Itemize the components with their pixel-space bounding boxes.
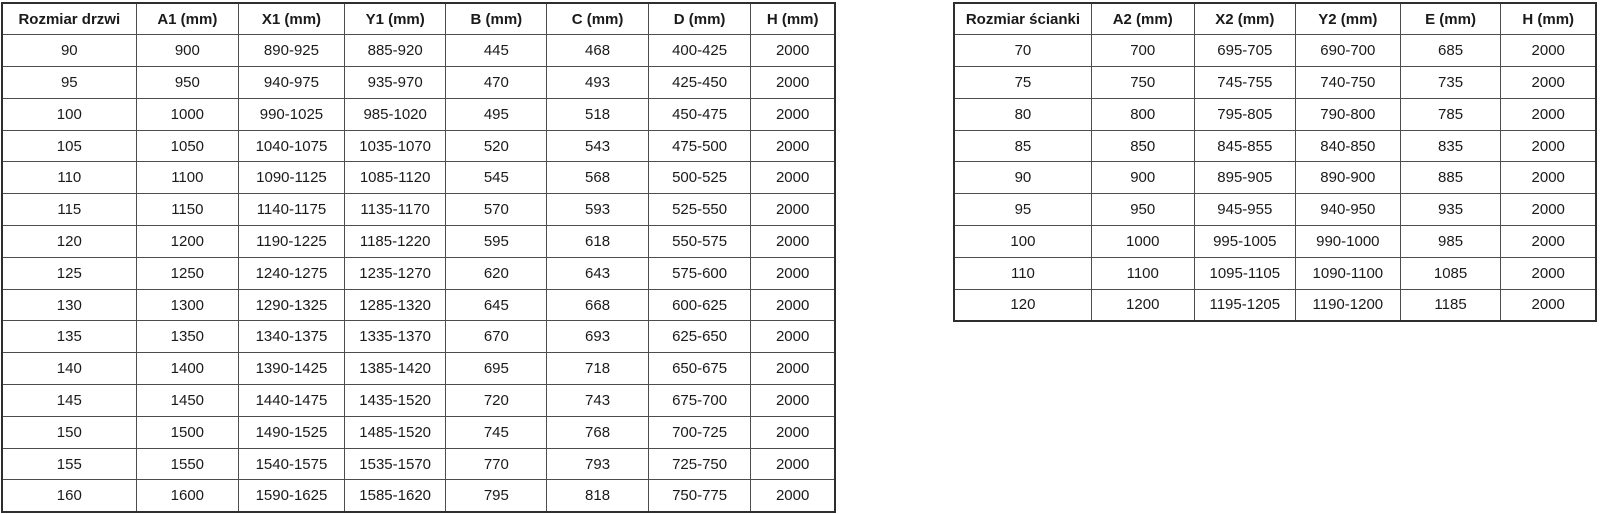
column-header: H (mm) — [1501, 3, 1596, 35]
table-cell: 1550 — [136, 448, 238, 480]
table-cell: 500-525 — [648, 162, 750, 194]
table-cell: 743 — [547, 385, 649, 417]
table-cell: 2000 — [1501, 162, 1596, 194]
table-cell: 1000 — [1091, 226, 1194, 258]
table-cell: 1485-1520 — [344, 416, 446, 448]
table-cell: 1150 — [136, 194, 238, 226]
table-cell: 1190-1200 — [1296, 289, 1401, 321]
table-cell: 940-975 — [239, 67, 345, 99]
table-cell: 470 — [446, 67, 547, 99]
table-row — [2, 194, 835, 226]
column-header: C (mm) — [547, 3, 649, 35]
table-cell: 675-700 — [648, 385, 750, 417]
table-cell: 150 — [2, 416, 136, 448]
table-cell: 475-500 — [648, 130, 750, 162]
table-cell: 1390-1425 — [239, 353, 345, 385]
table-cell: 1590-1625 — [239, 480, 345, 512]
table-cell: 155 — [2, 448, 136, 480]
table-cell: 425-450 — [648, 67, 750, 99]
table-row — [2, 98, 835, 130]
table-cell: 795-805 — [1194, 98, 1295, 130]
table-cell: 1095-1105 — [1194, 257, 1295, 289]
table-cell: 1440-1475 — [239, 385, 345, 417]
table-row — [954, 35, 1596, 67]
table-cell: 120 — [954, 289, 1091, 321]
table-cell: 1000 — [136, 98, 238, 130]
table-row — [954, 98, 1596, 130]
table-cell: 543 — [547, 130, 649, 162]
table-cell: 625-650 — [648, 321, 750, 353]
table-cell: 90 — [954, 162, 1091, 194]
table-cell: 790-800 — [1296, 98, 1401, 130]
table-cell: 720 — [446, 385, 547, 417]
table-cell: 2000 — [1501, 35, 1596, 67]
table-cell: 990-1025 — [239, 98, 345, 130]
table-cell: 1400 — [136, 353, 238, 385]
table-cell: 1195-1205 — [1194, 289, 1295, 321]
table-row — [2, 385, 835, 417]
table-cell: 1140-1175 — [239, 194, 345, 226]
table-cell: 718 — [547, 353, 649, 385]
table-cell: 2000 — [751, 289, 835, 321]
table-cell: 400-425 — [648, 35, 750, 67]
column-header: X1 (mm) — [239, 3, 345, 35]
table-cell: 145 — [2, 385, 136, 417]
column-header: Rozmiar drzwi — [2, 3, 136, 35]
table-cell: 1500 — [136, 416, 238, 448]
table-cell: 990-1000 — [1296, 226, 1401, 258]
table-cell: 1350 — [136, 321, 238, 353]
table-cell: 110 — [954, 257, 1091, 289]
table-cell: 2000 — [751, 162, 835, 194]
table-cell: 795 — [446, 480, 547, 512]
table-cell: 900 — [136, 35, 238, 67]
table-cell: 1185 — [1400, 289, 1501, 321]
table-cell: 2000 — [751, 35, 835, 67]
wall-size-table-header — [954, 3, 1596, 35]
table-cell: 1100 — [1091, 257, 1194, 289]
table-cell: 1250 — [136, 257, 238, 289]
table-cell: 1135-1170 — [344, 194, 446, 226]
table-cell: 840-850 — [1296, 130, 1401, 162]
table-cell: 160 — [2, 480, 136, 512]
column-header: H (mm) — [751, 3, 835, 35]
table-cell: 890-900 — [1296, 162, 1401, 194]
wall-size-table — [953, 2, 1597, 322]
table-cell: 850 — [1091, 130, 1194, 162]
table-row — [2, 480, 835, 512]
table-cell: 700-725 — [648, 416, 750, 448]
table-cell: 593 — [547, 194, 649, 226]
table-cell: 1600 — [136, 480, 238, 512]
table-cell: 110 — [2, 162, 136, 194]
table-cell: 1090-1125 — [239, 162, 345, 194]
table-row — [2, 226, 835, 258]
column-header: Y1 (mm) — [344, 3, 446, 35]
header-row — [954, 3, 1596, 35]
table-cell: 1435-1520 — [344, 385, 446, 417]
table-cell: 600-625 — [648, 289, 750, 321]
table-cell: 570 — [446, 194, 547, 226]
table-cell: 2000 — [751, 353, 835, 385]
table-cell: 800 — [1091, 98, 1194, 130]
table-cell: 2000 — [751, 385, 835, 417]
table-cell: 2000 — [751, 194, 835, 226]
table-cell: 140 — [2, 353, 136, 385]
table-cell: 75 — [954, 67, 1091, 99]
table-cell: 845-855 — [1194, 130, 1295, 162]
table-cell: 1235-1270 — [344, 257, 446, 289]
table-cell: 890-925 — [239, 35, 345, 67]
table-cell: 643 — [547, 257, 649, 289]
table-cell: 2000 — [1501, 130, 1596, 162]
table-cell: 2000 — [1501, 226, 1596, 258]
table-cell: 885 — [1400, 162, 1501, 194]
table-row — [2, 353, 835, 385]
table-cell: 495 — [446, 98, 547, 130]
header-row — [2, 3, 835, 35]
table-cell: 100 — [2, 98, 136, 130]
table-cell: 1300 — [136, 289, 238, 321]
table-cell: 520 — [446, 130, 547, 162]
door-size-table — [1, 2, 836, 513]
table-cell: 945-955 — [1194, 194, 1295, 226]
table-cell: 2000 — [1501, 98, 1596, 130]
table-row — [954, 226, 1596, 258]
table-cell: 725-750 — [648, 448, 750, 480]
table-cell: 545 — [446, 162, 547, 194]
table-cell: 690-700 — [1296, 35, 1401, 67]
table-row — [954, 289, 1596, 321]
table-cell: 745-755 — [1194, 67, 1295, 99]
column-header: Rozmiar ścianki — [954, 3, 1091, 35]
table-cell: 2000 — [1501, 257, 1596, 289]
table-cell: 985 — [1400, 226, 1501, 258]
table-cell: 2000 — [1501, 194, 1596, 226]
table-row — [2, 67, 835, 99]
table-cell: 525-550 — [648, 194, 750, 226]
table-cell: 1585-1620 — [344, 480, 446, 512]
table-cell: 2000 — [751, 226, 835, 258]
table-cell: 575-600 — [648, 257, 750, 289]
table-cell: 895-905 — [1194, 162, 1295, 194]
table-row — [2, 416, 835, 448]
table-row — [2, 35, 835, 67]
table-cell: 1040-1075 — [239, 130, 345, 162]
table-cell: 935 — [1400, 194, 1501, 226]
table-cell: 750-775 — [648, 480, 750, 512]
table-row — [954, 194, 1596, 226]
table-cell: 695-705 — [1194, 35, 1295, 67]
table-cell: 1290-1325 — [239, 289, 345, 321]
column-header: E (mm) — [1400, 3, 1501, 35]
table-cell: 818 — [547, 480, 649, 512]
table-cell: 493 — [547, 67, 649, 99]
table-cell: 1335-1370 — [344, 321, 446, 353]
table-cell: 670 — [446, 321, 547, 353]
table-cell: 1085 — [1400, 257, 1501, 289]
table-cell: 693 — [547, 321, 649, 353]
column-header: A1 (mm) — [136, 3, 238, 35]
table-row — [954, 67, 1596, 99]
table-cell: 770 — [446, 448, 547, 480]
table-cell: 695 — [446, 353, 547, 385]
table-cell: 900 — [1091, 162, 1194, 194]
column-header: Y2 (mm) — [1296, 3, 1401, 35]
table-cell: 130 — [2, 289, 136, 321]
table-cell: 95 — [954, 194, 1091, 226]
table-row — [2, 162, 835, 194]
table-cell: 885-920 — [344, 35, 446, 67]
table-cell: 793 — [547, 448, 649, 480]
table-cell: 768 — [547, 416, 649, 448]
table-cell: 595 — [446, 226, 547, 258]
table-cell: 618 — [547, 226, 649, 258]
table-cell: 120 — [2, 226, 136, 258]
table-cell: 785 — [1400, 98, 1501, 130]
table-cell: 650-675 — [648, 353, 750, 385]
table-cell: 80 — [954, 98, 1091, 130]
table-cell: 995-1005 — [1194, 226, 1295, 258]
column-header: A2 (mm) — [1091, 3, 1194, 35]
table-cell: 2000 — [751, 130, 835, 162]
table-cell: 550-575 — [648, 226, 750, 258]
table-cell: 85 — [954, 130, 1091, 162]
table-cell: 2000 — [1501, 289, 1596, 321]
table-cell: 1190-1225 — [239, 226, 345, 258]
table-cell: 985-1020 — [344, 98, 446, 130]
table-cell: 1100 — [136, 162, 238, 194]
table-cell: 115 — [2, 194, 136, 226]
table-cell: 750 — [1091, 67, 1194, 99]
table-cell: 700 — [1091, 35, 1194, 67]
table-cell: 1535-1570 — [344, 448, 446, 480]
table-cell: 685 — [1400, 35, 1501, 67]
table-row — [2, 289, 835, 321]
table-cell: 568 — [547, 162, 649, 194]
table-cell: 70 — [954, 35, 1091, 67]
table-cell: 90 — [2, 35, 136, 67]
table-cell: 645 — [446, 289, 547, 321]
table-cell: 445 — [446, 35, 547, 67]
table-cell: 2000 — [751, 448, 835, 480]
table-cell: 135 — [2, 321, 136, 353]
table-cell: 1540-1575 — [239, 448, 345, 480]
table-cell: 1185-1220 — [344, 226, 446, 258]
table-cell: 468 — [547, 35, 649, 67]
table-cell: 1050 — [136, 130, 238, 162]
table-cell: 125 — [2, 257, 136, 289]
table-cell: 1285-1320 — [344, 289, 446, 321]
table-cell: 1035-1070 — [344, 130, 446, 162]
table-cell: 950 — [1091, 194, 1194, 226]
table-cell: 2000 — [751, 321, 835, 353]
table-cell: 1090-1100 — [1296, 257, 1401, 289]
door-size-table-header — [2, 3, 835, 35]
table-cell: 1340-1375 — [239, 321, 345, 353]
table-cell: 2000 — [751, 416, 835, 448]
table-cell: 1200 — [1091, 289, 1194, 321]
table-cell: 668 — [547, 289, 649, 321]
table-row — [2, 321, 835, 353]
table-cell: 2000 — [751, 67, 835, 99]
table-cell: 450-475 — [648, 98, 750, 130]
table-cell: 740-750 — [1296, 67, 1401, 99]
table-cell: 518 — [547, 98, 649, 130]
table-row — [954, 130, 1596, 162]
table-cell: 935-970 — [344, 67, 446, 99]
table-cell: 1490-1525 — [239, 416, 345, 448]
column-header: X2 (mm) — [1194, 3, 1295, 35]
table-cell: 2000 — [751, 257, 835, 289]
table-row — [954, 257, 1596, 289]
table-row — [2, 448, 835, 480]
table-cell: 2000 — [1501, 67, 1596, 99]
door-size-table-body — [2, 35, 835, 512]
table-cell: 735 — [1400, 67, 1501, 99]
table-cell: 1200 — [136, 226, 238, 258]
column-header: B (mm) — [446, 3, 547, 35]
table-row — [2, 257, 835, 289]
table-cell: 620 — [446, 257, 547, 289]
wall-size-table-body — [954, 35, 1596, 321]
table-cell: 95 — [2, 67, 136, 99]
table-cell: 100 — [954, 226, 1091, 258]
table-cell: 950 — [136, 67, 238, 99]
table-cell: 1450 — [136, 385, 238, 417]
table-cell: 1085-1120 — [344, 162, 446, 194]
table-row — [954, 162, 1596, 194]
table-cell: 1385-1420 — [344, 353, 446, 385]
table-cell: 2000 — [751, 98, 835, 130]
table-cell: 835 — [1400, 130, 1501, 162]
table-cell: 940-950 — [1296, 194, 1401, 226]
column-header: D (mm) — [648, 3, 750, 35]
table-row — [2, 130, 835, 162]
table-cell: 1240-1275 — [239, 257, 345, 289]
table-cell: 2000 — [751, 480, 835, 512]
table-cell: 745 — [446, 416, 547, 448]
table-cell: 105 — [2, 130, 136, 162]
